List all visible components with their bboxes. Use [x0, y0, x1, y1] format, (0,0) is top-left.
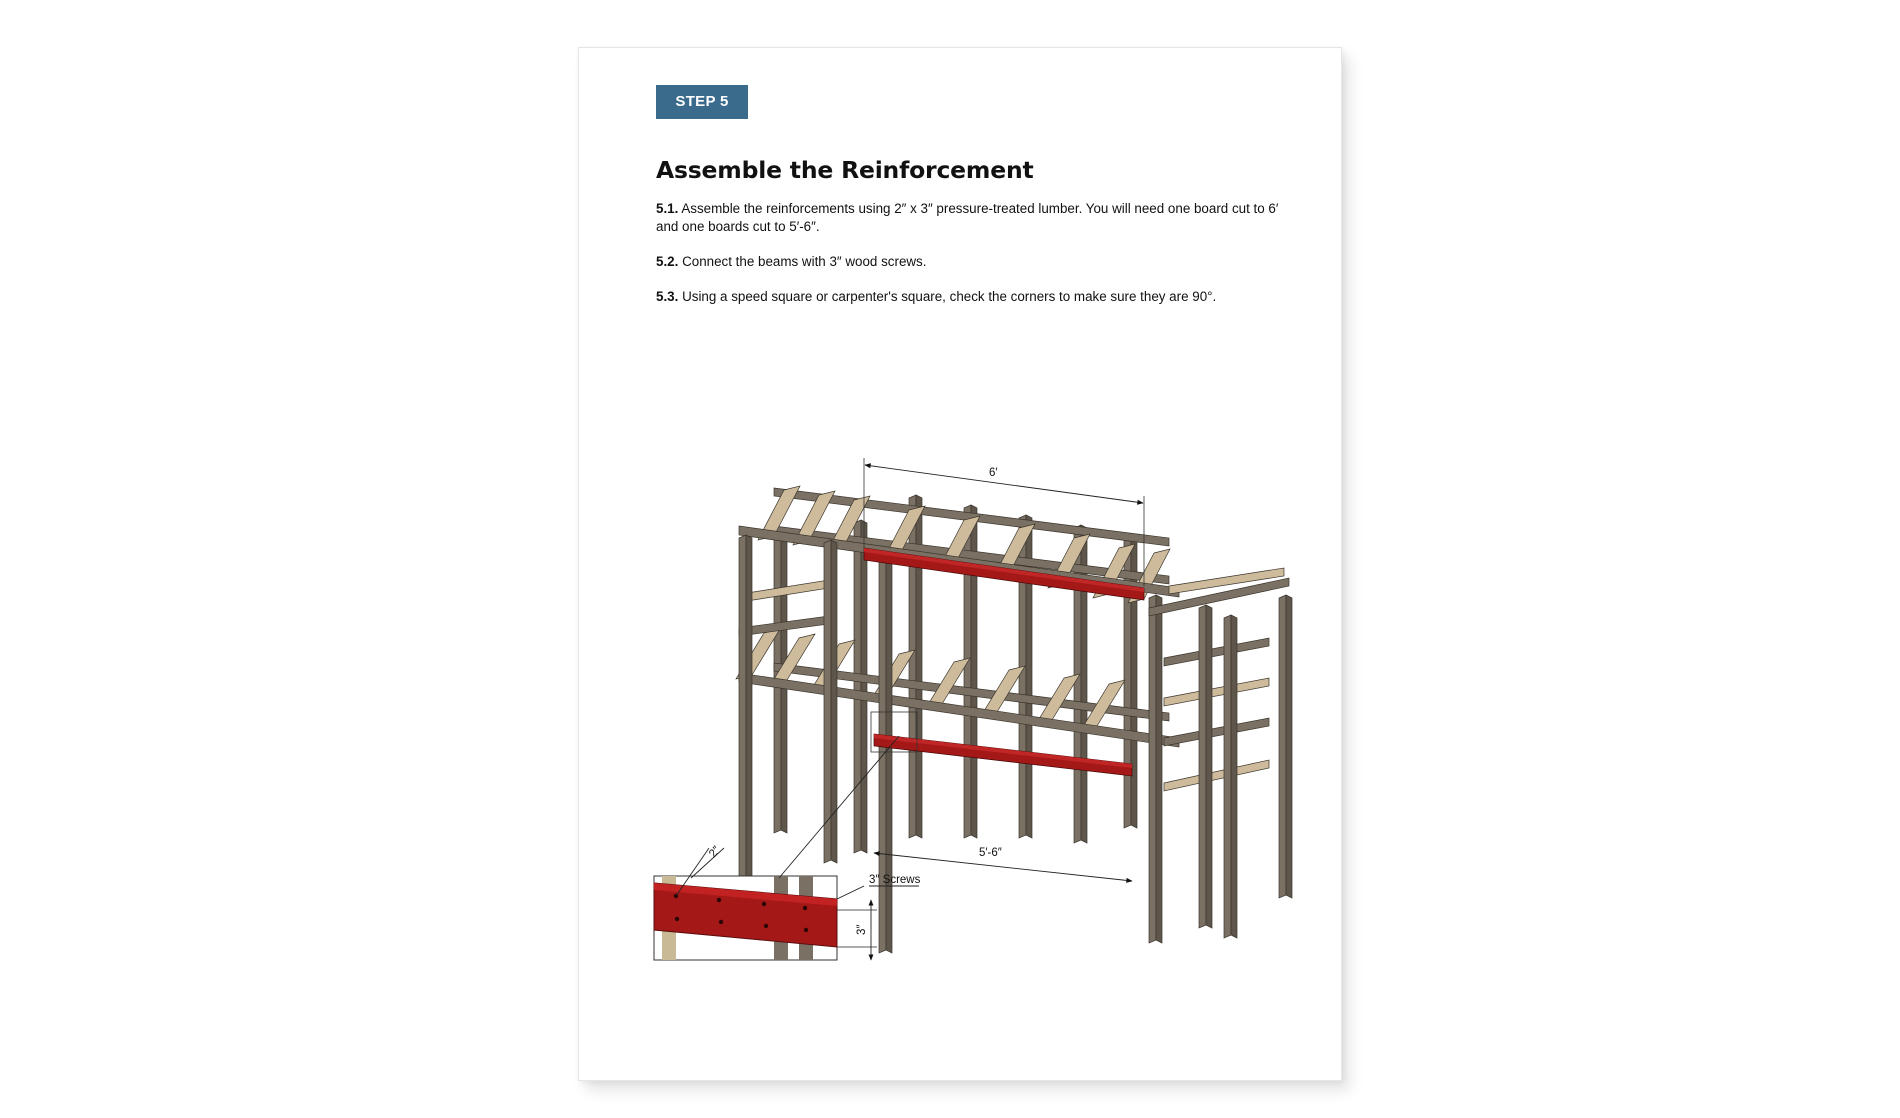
post [1156, 595, 1162, 943]
post [1224, 615, 1231, 938]
page-title: Assemble the Reinforcement [656, 156, 1034, 184]
step-badge: STEP 5 [656, 85, 748, 119]
post [1231, 615, 1237, 938]
post [854, 520, 861, 853]
screws-label: 3″ Screws [869, 874, 921, 886]
board [747, 580, 829, 601]
post [1199, 605, 1206, 928]
board [1164, 678, 1269, 706]
instruction-text: Assemble the reinforcements using 2″ x 3″ pressure-treated lumber. You will need one board cut to 6′ and one boards cut to 5′-6″. [656, 201, 1279, 234]
post [739, 535, 746, 888]
shelf-assembly-diagram [579, 48, 1341, 1080]
detail-height-label: 3″ [856, 924, 868, 935]
instruction-number: 5.2. [656, 254, 679, 269]
post [746, 535, 752, 888]
post [861, 520, 867, 853]
post [1286, 595, 1292, 898]
instruction-text: Using a speed square or carpenter's square, check the corners to make sure they are 90°. [682, 289, 1217, 304]
document-page [578, 47, 1342, 1081]
detail-width-label: 2″ [707, 844, 724, 860]
post [824, 540, 831, 863]
rail [1164, 638, 1269, 666]
post [886, 555, 892, 953]
post [1206, 605, 1212, 928]
post [831, 540, 837, 863]
post [1279, 595, 1286, 898]
rail [1164, 718, 1269, 746]
instruction-text: Connect the beams with 3″ wood screws. [682, 254, 927, 269]
dimension-top-label: 6′ [989, 467, 998, 479]
board [1164, 760, 1269, 791]
post [1149, 595, 1156, 943]
instruction-number: 5.1. [656, 201, 679, 216]
post [879, 555, 886, 953]
dimension-bottom-label: 5′-6″ [979, 847, 1002, 859]
board [871, 650, 915, 700]
instruction-number: 5.3. [656, 289, 679, 304]
